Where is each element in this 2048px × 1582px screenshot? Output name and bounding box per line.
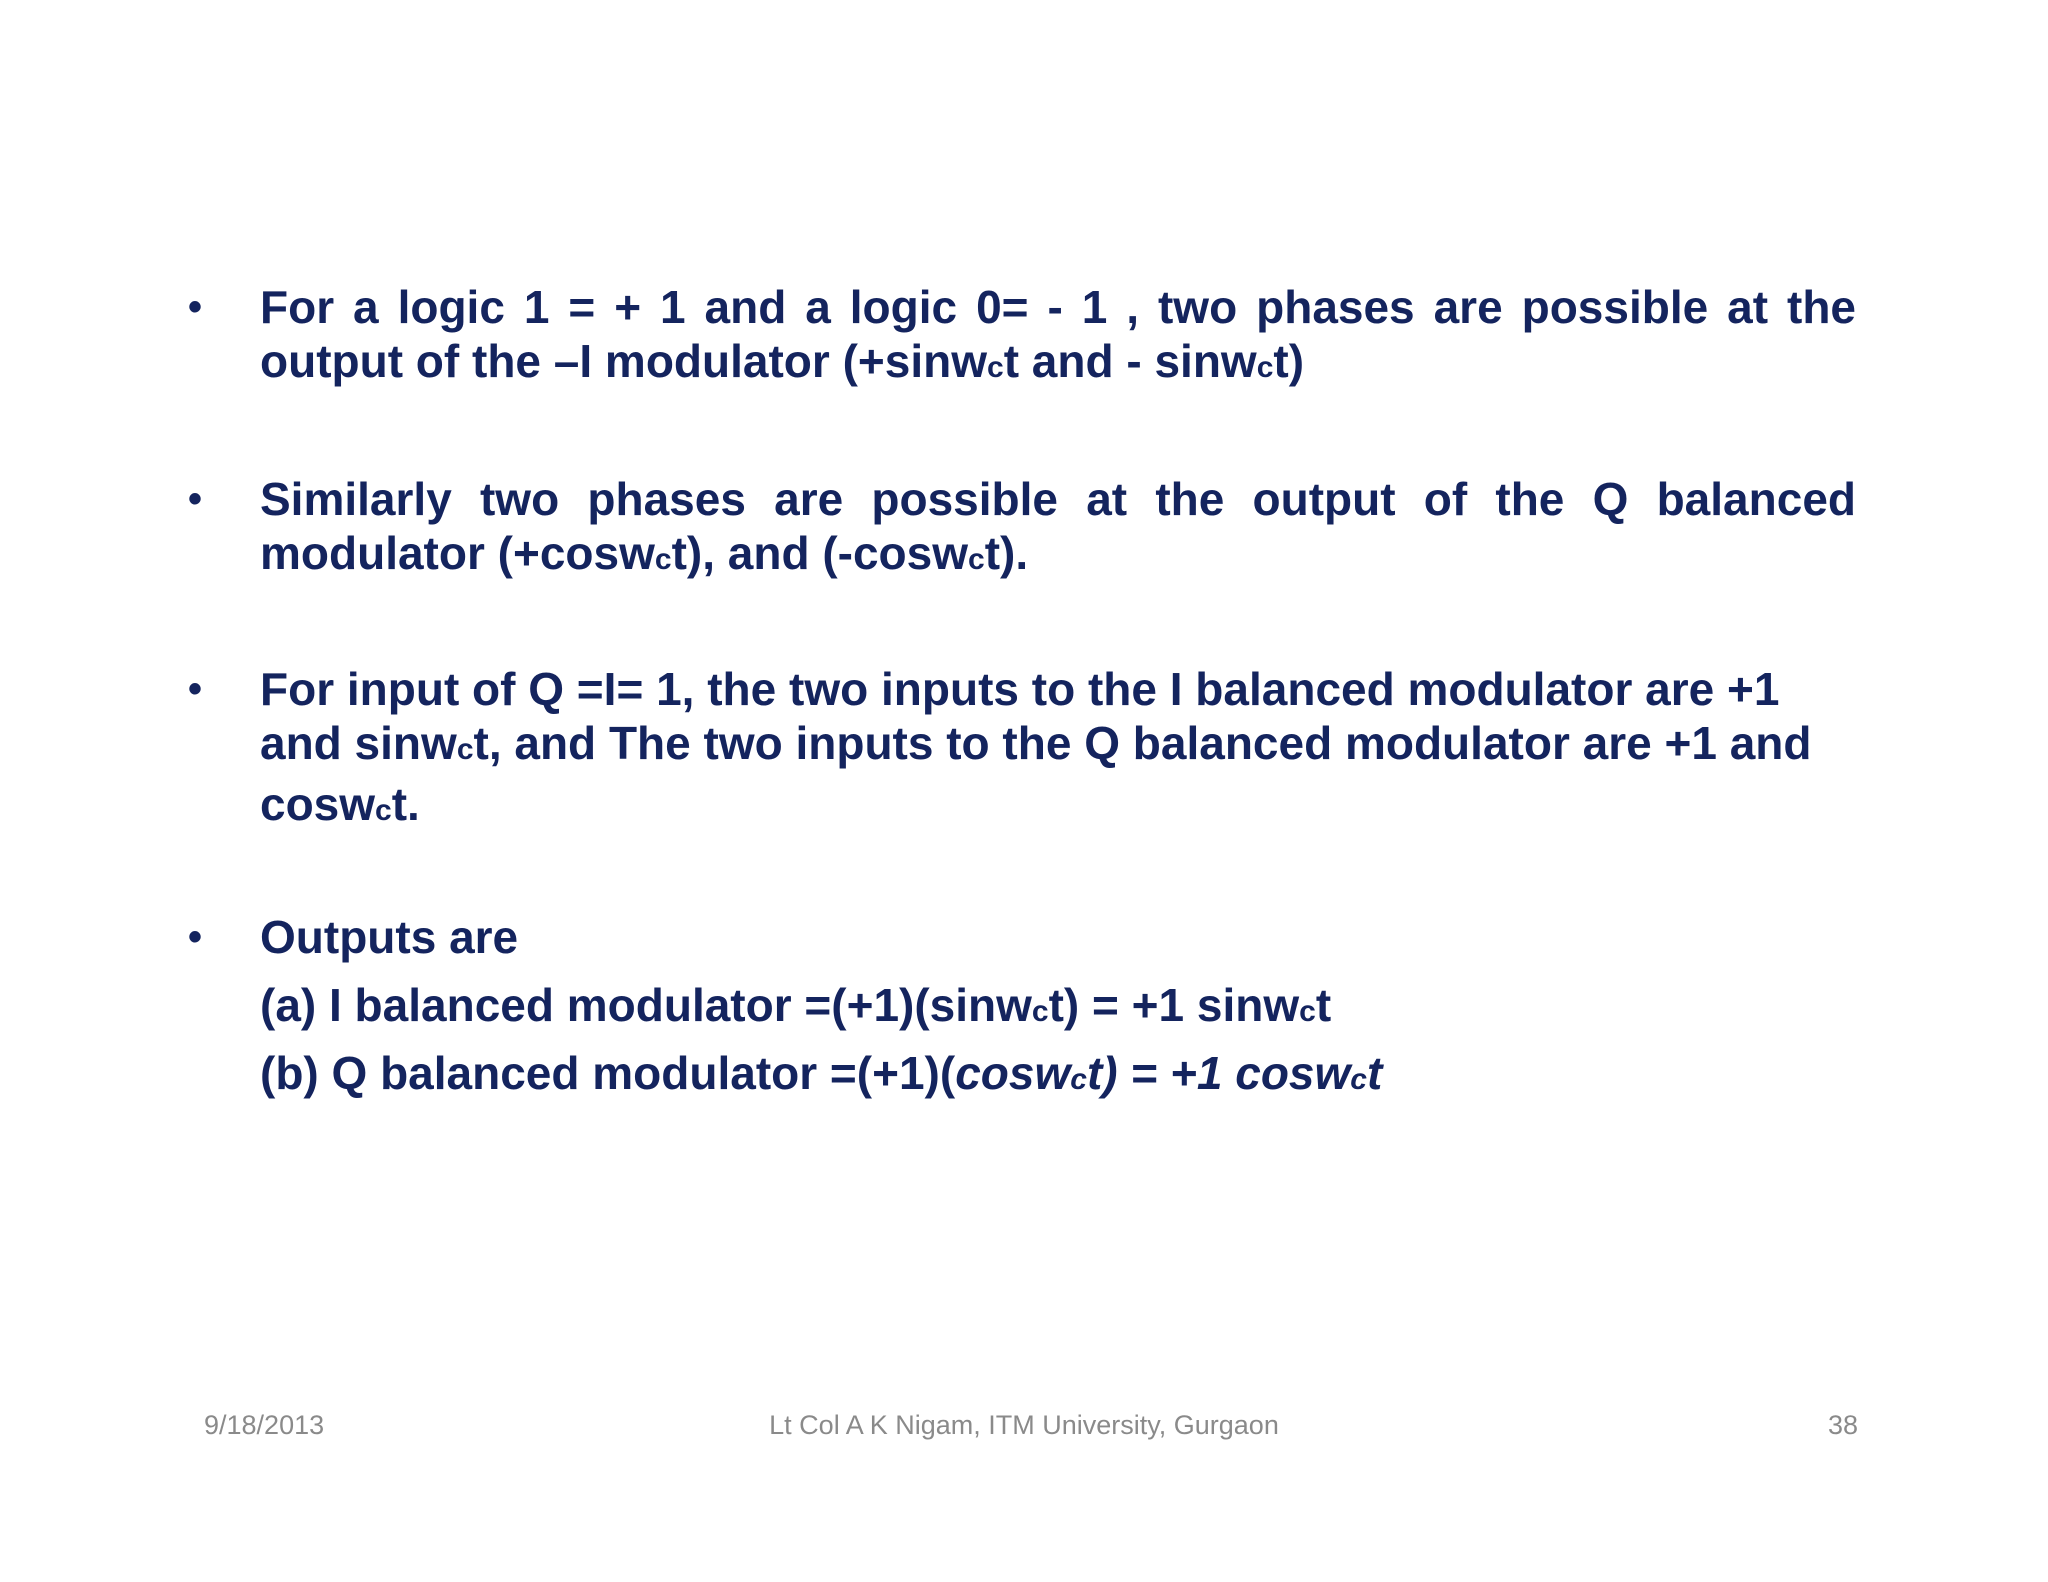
bullet-text: For a logic 1 = + 1 and a logic 0= - 1 , two phases are possible at the output of the –I modulator (+sinwct and - sinwct) (260, 281, 1856, 387)
bullet-marker: • (188, 285, 203, 329)
output-line-b: (b) Q balanced modulator =(+1)(coswct) = +1 coswct (260, 1047, 1383, 1099)
output-line-a: (a) I balanced modulator =(+1)(sinwct) = +1 sinwct (260, 979, 1332, 1031)
bullet-marker: • (188, 667, 203, 711)
footer-date: 9/18/2013 (204, 1410, 325, 1440)
footer-page-number: 38 (1827, 1410, 1858, 1440)
bullet-marker: • (188, 477, 203, 521)
bullet-text: Similarly two phases are possible at the output of the Q balanced modulator (+coswct), and (-coswct). (260, 473, 1856, 579)
bullet-text: For input of Q =I= 1, the two inputs to the I balanced modulator are +1 and sinwct, and The two inputs to the Q balanced modulator are +1 and coswct. (260, 663, 1812, 830)
footer-author: Lt Col A K Nigam, ITM University, Gurgaon (769, 1410, 1279, 1440)
bullet-marker: • (188, 915, 203, 959)
outputs-heading: Outputs are (260, 911, 519, 963)
